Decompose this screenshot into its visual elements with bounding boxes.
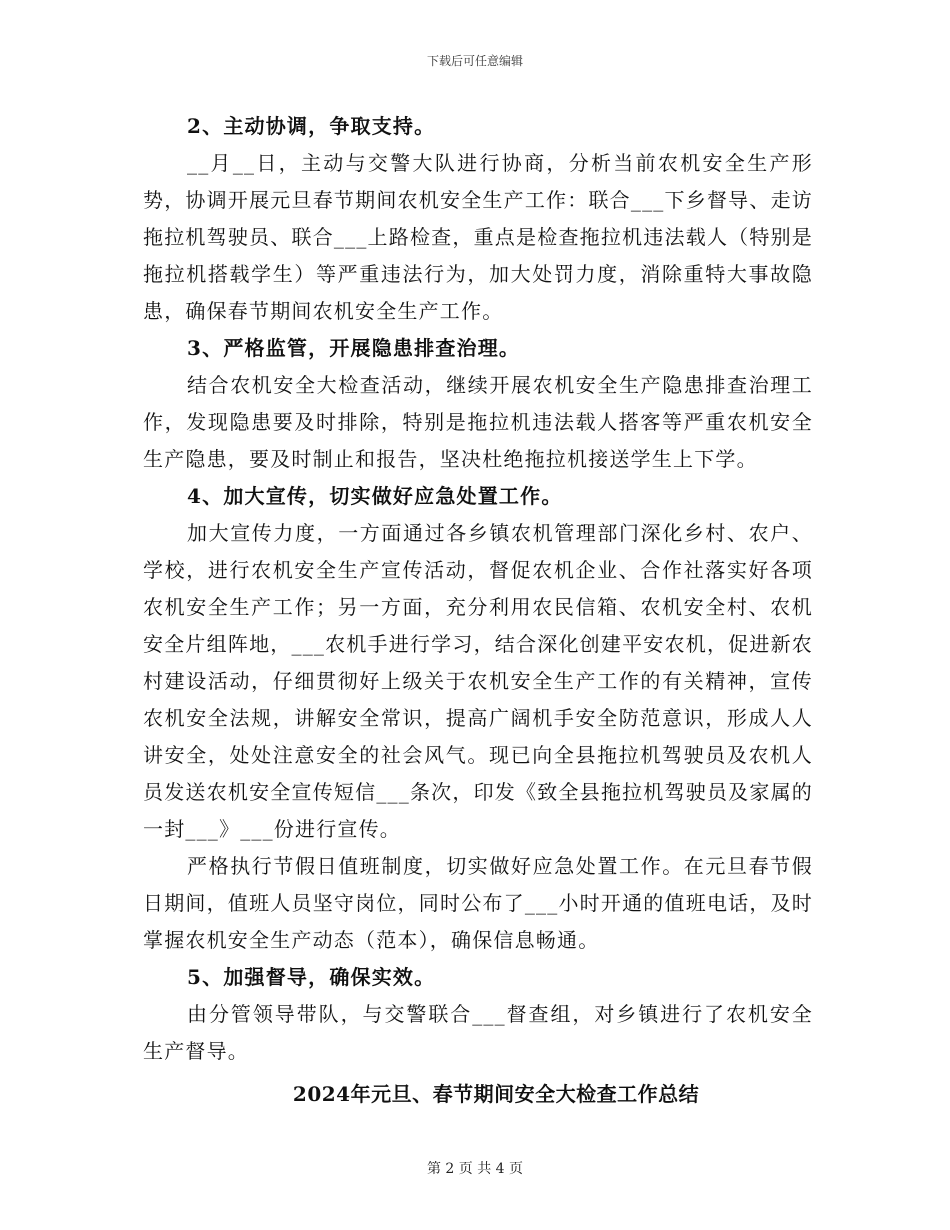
page-footer: 第 2 页 共 4 页 — [426, 1161, 524, 1177]
document-body — [143, 108, 813, 1113]
page-header: 下载后可任意编辑 — [426, 54, 523, 68]
paragraph: 加大宣传力度，一方面通过各乡镇农机管理部门深化乡村、农户、学校，进行农机安全生产宣传活动，督促农机企业、合作社落实好各项农机安全生产工作；另一方面，充分利用农民信箱、农机安全村、农机安全片组阵地，___农机手进行学习，结合深化创建平安农机，促进新农村建设活动，仔细贯彻好上级关于农机安全生产工作的有关精神，宣传农机安全法规，讲解安全常识，提高广阔机手安全防范意识，形成人人讲安全，处处注意安全的社会风气。现已向全县拖拉机驾驶员及农机人员发送农机安全宣传短信___条次，印发《致全县拖拉机驾驶员及家属的一封___》___份进行宣传。 — [143, 521, 813, 841]
paragraph: __月__日，主动与交警大队进行协商，分析当前农机安全生产形势，协调开展元旦春节期间农机安全生产工作：联合___下乡督导、走访拖拉机驾驶员、联合___上路检查，重点是检查拖拉机违法载人（特别是拖拉机搭载学生）等严重违法行为，加大处罚力度，消除重特大事故隐患，确保春节期间农机安全生产工作。 — [143, 151, 813, 323]
section-heading: 5、加强督导，确保实效。 — [187, 965, 436, 989]
section-heading: 4、加大宣传，切实做好应急处置工作。 — [187, 484, 563, 508]
paragraph: 结合农机安全大检查活动，继续开展农机安全生产隐患排查治理工作，发现隐患要及时排除，特别是拖拉机违法载人搭客等严重农机安全生产隐患，要及时制止和报告，坚决杜绝拖拉机接送学生上下学。 — [143, 373, 813, 471]
document-title: 2024年元旦、春节期间安全大检查工作总结 — [292, 1082, 700, 1106]
paragraph: 由分管领导带队，与交警联合___督查组，对乡镇进行了农机安全生产督导。 — [143, 1002, 813, 1063]
paragraph: 严格执行节假日值班制度，切实做好应急处置工作。在元旦春节假日期间，值班人员坚守岗位，同时公布了___小时开通的值班电话，及时掌握农机安全生产动态（范本），确保信息畅通。 — [143, 854, 813, 952]
section-heading: 3、严格监管，开展隐患排查治理。 — [187, 336, 521, 360]
section-heading: 2、主动协调，争取支持。 — [187, 114, 436, 138]
